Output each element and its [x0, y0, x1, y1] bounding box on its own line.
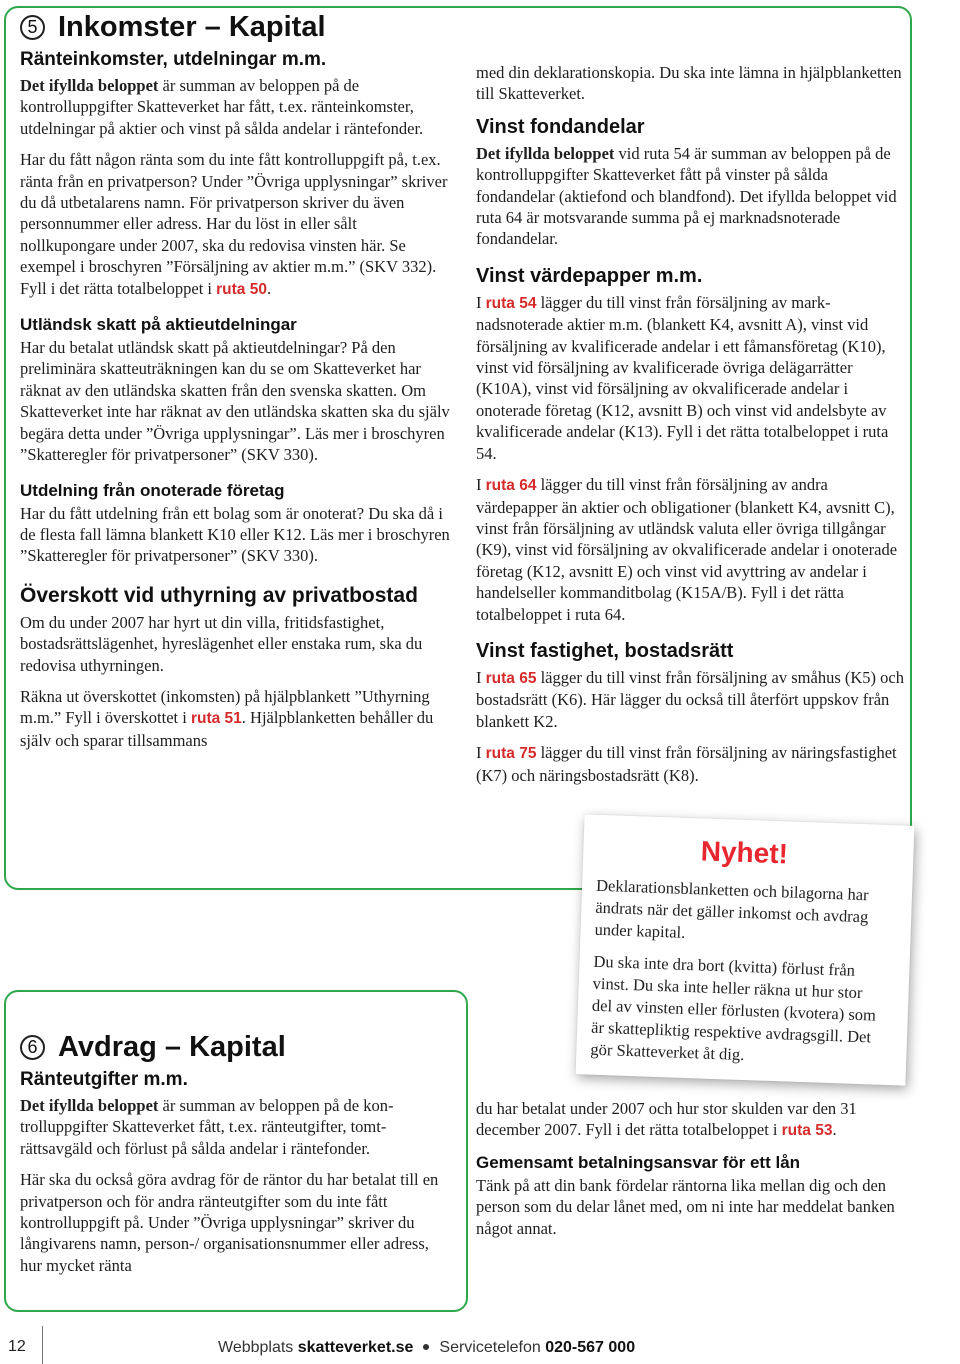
para-text: är summan av beloppen på de kontrolluppgifter Skatteverket fått, t.ex. ränteutgifter, tomträttsavgäld och förlust på sålda andelar i räntefonder.	[20, 1096, 394, 1158]
para-overskott-2	[20, 686, 450, 751]
heading-vinst-vardepapper: Vinst värdepapper m.m.	[476, 264, 703, 287]
para-ruta-75	[476, 742, 906, 786]
section-number-6: 6	[20, 1035, 45, 1060]
section-6-para-2: Här ska du också göra avdrag för de räntor du har betalat till en privatperson och för andra ränteutgifter som du inte fått kontrolluppgift på. Under ”Övriga upplysningar” skriver du långivarens namn, person-/ organisationsnummer eller adress, hur mycket ränta	[20, 1170, 439, 1275]
ruta-65-ref: ruta 65	[485, 669, 537, 687]
para-text: I	[476, 292, 486, 312]
para-gemensamt-betalningsansvar: Tänk på att din bank fördelar räntorna lika mellan dig och den person som du delar lånet med, om ni inte har meddelat banken något annat.	[476, 1175, 895, 1238]
para-text: lägger du till vinst från försäljning av marknadsnoterade aktier m.m. (blankett K4, avsnitt A), vinst vid försäljning av kvalificerade andelar i ett fåmansföretag (K10), vinst vid försäljning av kvalificerade övriga delägarrätter (K10A), vinst vid försäljning av okvalificerade andelar i onoterade företag (K12, avsnitt B) och vinst vid andelsbyte av kvalificerade andelar (K13). Fyll i det rätta totalbeloppet i ruta 54.	[476, 292, 889, 463]
para-text: lägger du till vinst från försäljning av näringsfastighet (K7) och näringsbostadsrätt (K8).	[476, 743, 897, 785]
heading-utdelning-onoterade: Utdelning från onoterade företag	[20, 480, 285, 500]
lead-text: Det ifyllda beloppet	[20, 76, 159, 95]
para-text: .	[832, 1120, 837, 1140]
para-text: vid ruta 54 är summan av beloppen på de kontrolluppgifter Skatteverket fått på vinster på sålda fondandelar (aktiefond och blandfond). Det ifyllda beloppet vid ruta 64 är motsvarande summa på ej marknadsnoterade fondandelar.	[476, 143, 897, 249]
section-5-right-column	[476, 62, 906, 796]
section-6-heading	[20, 1030, 440, 1064]
footer-contact	[218, 1339, 635, 1357]
para-text: lägger du till vinst från försäljning av andra värdepapper än aktier och obligationer (blankett K4, avsnitt C), vinst från försäljning av utländsk valuta eller övriga tillgångar (K9), vinst vid försäljning av okvalificerade andelar i onoterade företag (K12, avsnitt E) och vinst vid avyttring av andelar i handelseller kommanditbolag (K15A/B). Fyll i det rätta totalbeloppet i ruta 64.	[476, 475, 898, 624]
para-text: lägger du till vinst från försäljning av småhus (K5) och bostadsrätt (K6). Här lägger du också till återfört uppskov från blankett K2.	[476, 667, 904, 731]
para-text: I	[476, 667, 486, 687]
heading-vinst-fastighet: Vinst fastighet, bostadsrätt	[476, 639, 734, 662]
section-6-intro	[20, 1095, 440, 1159]
para-text: I	[476, 475, 486, 495]
section-6-title: Avdrag – Kapital	[58, 1031, 286, 1063]
para-utdelning-onoterade: Har du fått utdelning från ett bolag som är onoterat? Du ska då i de flesta fall lämna blankett K10 eller K12. Läs mer i broschyren ”Skatteregler för privatpersoner” (SKV 330).	[20, 503, 450, 566]
nyhet-para-1: Deklarationsblanketten och bilagorna har ändrats när det gäller inkomst och avdrag under kapital.	[594, 875, 869, 942]
section-6-subtitle: Ränteutgifter m.m.	[20, 1069, 188, 1090]
para-text: I	[476, 743, 486, 763]
intro-text: är summan av beloppen på de kontrolluppgifter Skatteverket har fått, t.ex. ränteinkomster, utdelningar på aktier och vinst på sålda andelar i räntefonder.	[20, 76, 424, 138]
ruta-51-ref: ruta 51	[190, 710, 242, 728]
section-5-intro	[20, 75, 450, 139]
lead-text: Det ifyllda beloppet	[476, 143, 615, 163]
heading-utlandsk-skatt: Utländsk skatt på aktieutdelningar	[20, 315, 297, 335]
para-text: Räkna ut överskottet (inkomsten) på hjälpblankett ”Uthyrning m.m.” Fyll i överskottet i	[20, 686, 430, 728]
para-ruta-53	[476, 1098, 906, 1142]
ruta-75-ref: ruta 75	[485, 745, 537, 763]
nyhet-note	[576, 814, 915, 1085]
para-ruta-54	[476, 292, 906, 464]
webbplats-link[interactable]: skatteverket.se	[297, 1339, 414, 1356]
para-vinst-fondandelar	[476, 143, 906, 250]
section-5-para-2	[20, 149, 450, 300]
section-5-heading	[20, 10, 450, 44]
service-phone: 020-567 000	[545, 1339, 636, 1356]
para-text: . Hjälpblanketten behåller du själv och sparar tillsammans	[20, 708, 434, 750]
section-5-title: Inkomster – Kapital	[58, 11, 326, 43]
para-text: Har du fått någon ränta som du inte fått kontrolluppgift på, t.ex. ränta från en privatperson? Under ”Övriga upplysningar” skriver du då utbetalarens namn. För privatperson skriver du även personnummer eller adress. Har du löst in eller sålt nollkupongare under 2007, ska du redovisa vinsten här. Se exempel i broschyren ”Försäljning av aktier m.m.” (SKV 332). Fyll i det rätta totalbeloppet i	[20, 150, 448, 298]
ruta-54-ref: ruta 54	[485, 294, 537, 312]
heading-vinst-fondandelar: Vinst fondandelar	[476, 115, 645, 138]
para-text: du har betalat under 2007 och hur stor skulden var den 31 december 2007. Fyll i det rätta totalbeloppet i	[476, 1099, 857, 1140]
para-deklarationskopia: med din deklarationskopia. Du ska inte lämna in hjälpblanketten till Skatteverket.	[476, 63, 902, 104]
section-number-5: 5	[20, 15, 45, 40]
ruta-50-ref: ruta 50	[216, 280, 267, 298]
footer-divider	[42, 1326, 43, 1364]
bullet-icon	[423, 1344, 429, 1350]
heading-gemensamt-betalningsansvar: Gemensamt betalningsansvar för ett lån	[476, 1152, 801, 1172]
nyhet-title: Nyhet!	[700, 835, 789, 870]
ruta-53-ref: ruta 53	[781, 1122, 833, 1140]
page-footer	[0, 1320, 960, 1364]
para-ruta-65	[476, 667, 906, 732]
section-6-right-column	[476, 1098, 906, 1249]
heading-overskott-uthyrning: Överskott vid uthyrning av privatbostad	[20, 583, 418, 607]
para-end: .	[266, 278, 272, 298]
section-5-subtitle: Ränteinkomster, utdelningar m.m.	[20, 49, 327, 70]
lead-text: Det ifyllda beloppet	[20, 1096, 159, 1115]
para-ruta-64	[476, 474, 906, 625]
para-utlandsk-skatt: Har du betalat utländsk skatt på aktieutdelningar? På den preliminära skatteuträkningen kan du se om Skatteverket har räknat av den utländska skatten från den svenska skatten. Om Skatteverket inte har räknat av den utländska skatten ska du själv begära detta under ”Övriga upplysningar”. Läs mer i broschyren ”Skatteregler för privatpersoner” (SKV 330).	[20, 338, 450, 465]
section-5-left-column	[20, 10, 450, 751]
page-number: 12	[8, 1338, 26, 1355]
ruta-64-ref: ruta 64	[485, 477, 537, 495]
para-overskott-1: Om du under 2007 har hyrt ut din villa, fritidsfastighet, bostadsrättslägenhet, hyreslägenhet eller enstaka rum, ska du redovisa uthyrningen.	[20, 612, 423, 675]
section-6-left-column	[20, 1030, 440, 1276]
service-label: Servicetelefon	[439, 1339, 546, 1356]
webbplats-label: Webbplats	[218, 1339, 298, 1356]
nyhet-para-2: Du ska inte dra bort (kvitta) förlust från vinst. Du ska inte heller räkna ut hur stor del av vinsten eller förlusten (kvotera) som är skattepliktig respektive avdragsgill. Det gör Skatteverket åt dig.	[590, 951, 877, 1065]
